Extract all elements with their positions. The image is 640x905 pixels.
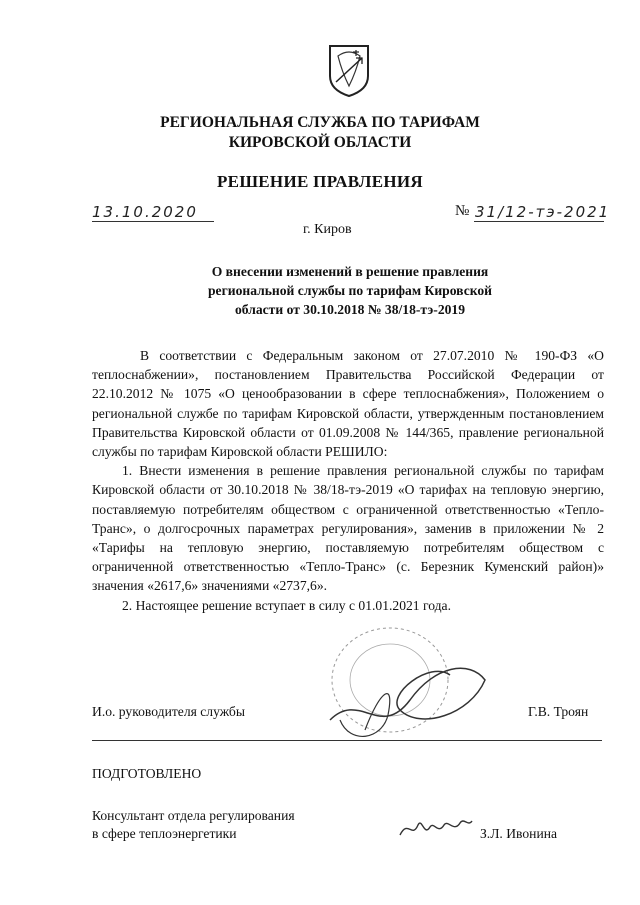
document-body	[92, 346, 604, 615]
document-type-title: РЕШЕНИЕ ПРАВЛЕНИЯ	[217, 172, 423, 191]
item-1-paragraph: 1. Внести изменения в решение правления региональной службы по тарифам Кировской области от 30.10.2018 № 38/18-тэ-2019 «О тарифах на тепловую энергию, поставляемую потребителям обществом с ограниченной ответственностью «Тепло-Транс», о долгосрочных параметрах регулирования», заменив в приложении № 2 «Тарифы на тепловую энергию, поставляемую потребителям обществом с ограниченной ответственностью «Тепло-Транс» (с. Березник Куменский район)» значения «2617,6» значениями «2737,6».	[92, 463, 604, 594]
signatory-position: И.о. руководителя службы	[92, 704, 245, 719]
signature-divider	[92, 740, 602, 741]
subject-line3: области от 30.10.2018 № 38/18-тэ-2019	[234, 302, 466, 317]
subject-line2: региональной службы по тарифам Кировской	[207, 283, 493, 298]
preparer-role-line2: в сфере теплоэнергетики	[92, 826, 237, 841]
preparer-role-line1: Консультант отдела регулирования	[92, 808, 295, 823]
document-subject	[180, 262, 520, 319]
preamble-paragraph: В соответствии с Федеральным законом от 27.07.2010 № 190-ФЗ «О теплоснабжении», постановлением Правительства Российской Федерации от 22.10.2012 № 1075 «О ценообразовании в сфере теплоснабжения», Положением о региональной службе по тарифам Кировской области, утвержденным постановлением Правительства Кировской области от 01.09.2008 № 144/365, правление региональной службы по тарифам Кировской области РЕШИЛО:	[92, 348, 604, 460]
preparer-signature	[398, 815, 474, 841]
organization-name-line1: РЕГИОНАЛЬНАЯ СЛУЖБА ПО ТАРИФАМ	[160, 114, 480, 131]
subject-line1: О внесении изменений в решение правления	[211, 264, 489, 279]
number-underline	[474, 221, 604, 222]
preparer-name: З.Л. Ивонина	[480, 826, 558, 841]
seal-stamp-signature	[270, 620, 510, 770]
city-name: г. Киров	[303, 222, 352, 237]
document-date: 13.10.2020	[92, 203, 198, 221]
date-underline	[92, 221, 214, 222]
coat-of-arms-emblem	[326, 42, 372, 98]
document-number: 31/12-тэ-2021	[475, 203, 611, 221]
signatory-name: Г.В. Троян	[528, 704, 589, 719]
number-sign: №	[455, 203, 470, 219]
organization-name-line2: КИРОВСКОЙ ОБЛАСТИ	[228, 134, 412, 151]
prepared-label: ПОДГОТОВЛЕНО	[92, 766, 202, 781]
item-2-paragraph: 2. Настоящее решение вступает в силу с 01.01.2021 года.	[122, 597, 451, 613]
